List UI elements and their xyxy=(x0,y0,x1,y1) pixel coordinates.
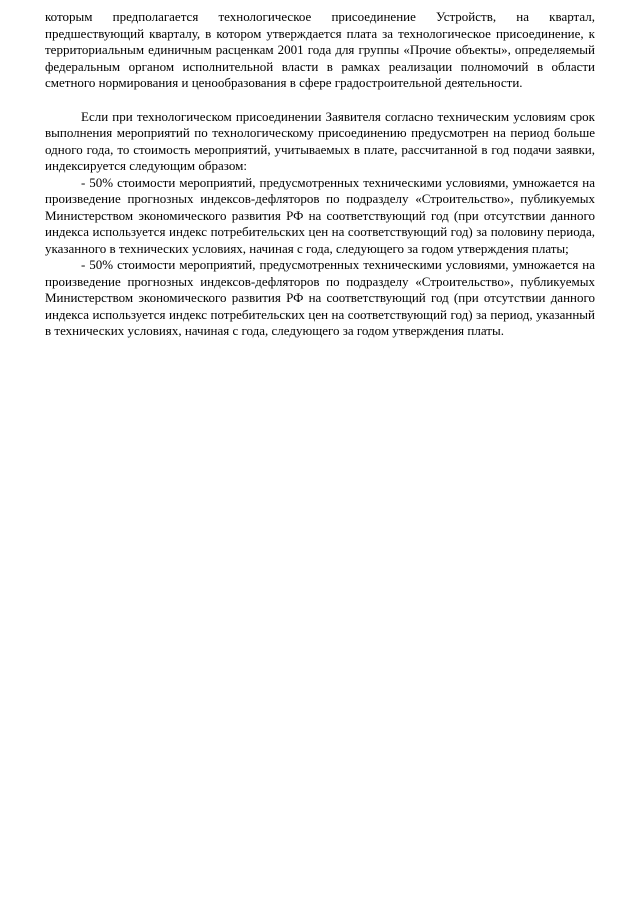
paragraph-indexation-intro: Если при технологическом присоединении Заявителя согласно техническим условиям срок выполнения мероприятий по технологическому присоединению предусмотрен на период больше одного года, то стоимость мероприятий, учитываемых в плате, рассчитанной в год подачи заявки, индексируется следующим образом: xyxy=(45,108,595,173)
paragraph-item-full-period: - 50% стоимости мероприятий, предусмотренных техническими условиями, умножается на произведение прогнозных индексов-дефляторов по подразделу «Строительство», публикуемых Министерством экономического развития РФ на соответствующий год (при отсутствии данного индекса используется индекс потребительских цен на соответствующий год) за период, указанный в технических условиях, начиная с года, следующего за годом утверждения платы. xyxy=(45,257,595,338)
paragraph-item-half-period: - 50% стоимости мероприятий, предусмотренных техническими условиями, умножается на произведение прогнозных индексов-дефляторов по подразделу «Строительство», публикуемых Министерством экономического развития РФ на соответствующий год (при отсутствии данного индекса используется индекс потребительских цен на соответствующий год) за половину периода, указанного в технических условиях, начиная с года, следующего за годом утверждения платы; xyxy=(45,174,595,256)
paragraph-spacer xyxy=(45,92,595,109)
paragraph-continuation: которым предполагается технологическое присоединение Устройств, на квартал, предшествующий кварталу, в котором утверждается плата за технологическое присоединение, к территориальным единичным расценкам 2001 года для группы «Прочие объекты», определяемый федеральным органом исполнительной власти в рамках реализации полномочий в области сметного нормирования и ценообразования в сфере градостроительной деятельности. xyxy=(45,9,595,90)
document-page xyxy=(45,9,595,340)
